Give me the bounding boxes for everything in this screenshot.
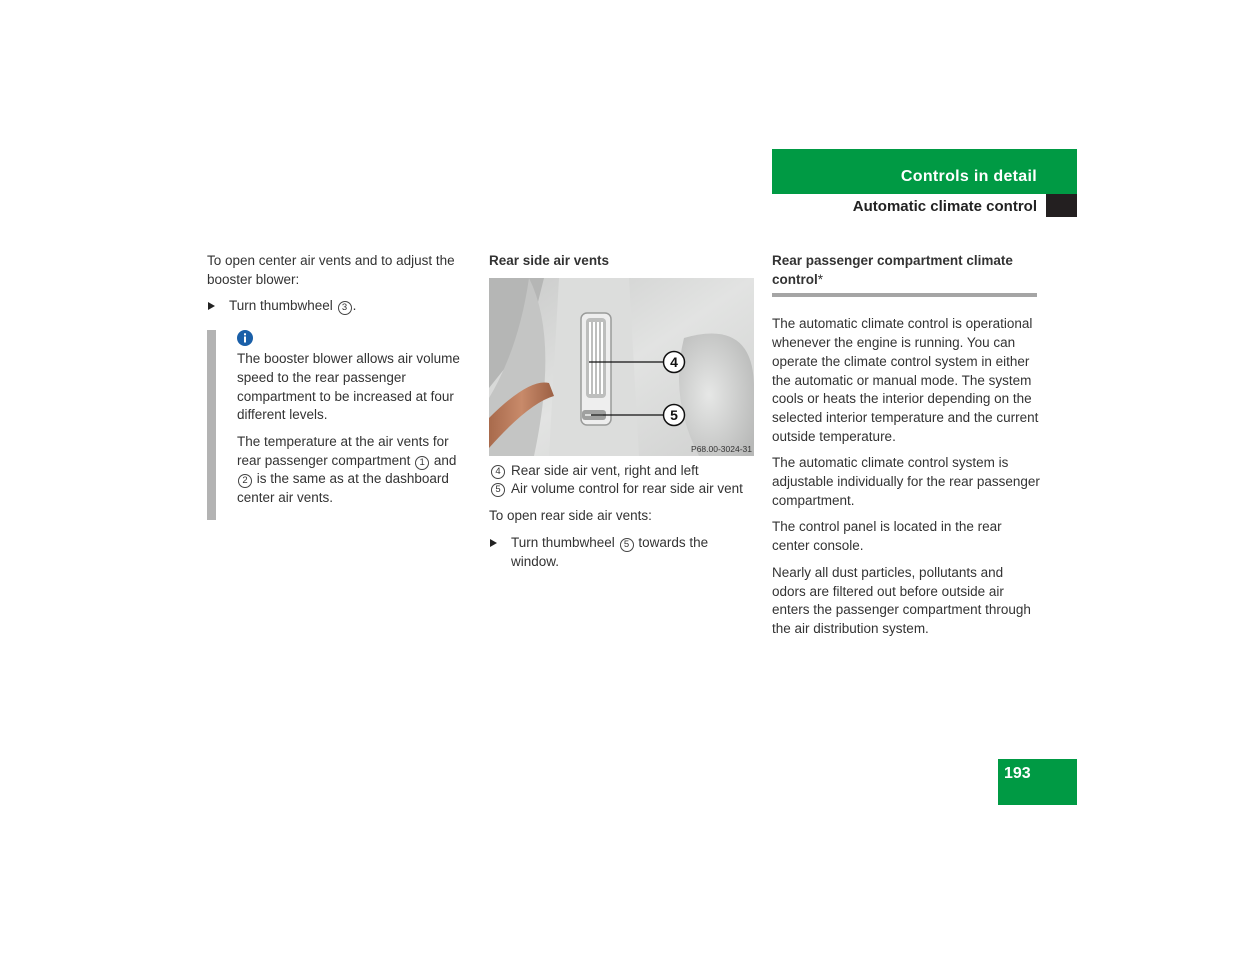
callout-number: 5 xyxy=(491,483,505,497)
heading-rule xyxy=(772,293,1037,297)
paragraph-control-panel: The control panel is located in the rear center console. xyxy=(772,519,1002,554)
header-tab-marker xyxy=(1046,194,1077,217)
figure-label-4: 4 xyxy=(670,353,678,370)
legend-item-4 xyxy=(489,462,757,481)
rear-vents-intro: To open rear side air vents: xyxy=(489,508,652,524)
heading-text: Rear passenger compartment climate control xyxy=(772,253,1013,287)
step-turn-thumbwheel-5 xyxy=(489,534,757,571)
legend-text: Air volume control for rear side air vent xyxy=(511,481,743,497)
callout-number: 3 xyxy=(338,301,352,315)
rear-side-air-vent-photo xyxy=(489,278,754,456)
column-left xyxy=(207,252,472,520)
info-text: The temperature at the air vents for rear passenger compartment xyxy=(237,433,449,468)
info-text: and xyxy=(433,452,457,468)
info-paragraph-2 xyxy=(237,433,472,508)
callout-number: 4 xyxy=(491,465,505,479)
section-header-bar xyxy=(772,149,1077,194)
paragraph-adjustable: The automatic climate control system is adjustable individually for the rear passenger compartment. xyxy=(772,455,1040,508)
info-paragraph-1: The booster blower allows air volume speed to the rear passenger compartment to be increased at four different levels. xyxy=(237,351,460,423)
vent-illustration xyxy=(489,278,754,456)
center-vents-intro: To open center air vents and to adjust the booster blower: xyxy=(207,253,455,287)
step-text-end: . xyxy=(352,298,357,314)
paragraph-operation: The automatic climate control is operational whenever the engine is running. You can operate the climate control system in either the automatic or manual mode. The system cools or heats the interior depending on the selected interior temperature and the current outside temperature. xyxy=(772,316,1039,444)
callout-number: 2 xyxy=(238,474,252,488)
info-box xyxy=(207,330,472,520)
info-text: is the same as at the dashboard center air vents. xyxy=(237,471,449,506)
legend-item-5 xyxy=(489,480,757,499)
subsection-title: Automatic climate control xyxy=(852,198,1037,215)
step-text: Turn thumbwheel xyxy=(511,534,615,550)
paragraph-filter: Nearly all dust particles, pollutants and odors are filtered out before outside air enters the passenger compartment through the air distribution system. xyxy=(772,564,1031,636)
step-text-end: towards the window. xyxy=(511,534,709,569)
section-title: Controls in detail xyxy=(900,168,1037,185)
bullet-arrow-icon xyxy=(490,539,497,547)
rear-side-vents-heading: Rear side air vents xyxy=(489,253,610,268)
callout-number: 5 xyxy=(620,538,634,552)
callout-number: 1 xyxy=(415,456,429,470)
figure-code: P68.00-3024-31 xyxy=(691,443,752,454)
optional-equipment-mark: * xyxy=(817,271,824,287)
figure-label-5: 5 xyxy=(670,406,678,423)
rear-climate-heading xyxy=(772,252,1040,289)
page-number: 193 xyxy=(1004,765,1031,782)
legend-text: Rear side air vent, right and left xyxy=(511,462,699,478)
page-number-box xyxy=(998,759,1077,805)
step-text: Turn thumbwheel xyxy=(229,298,333,314)
bullet-arrow-icon xyxy=(208,302,215,310)
step-turn-thumbwheel-3 xyxy=(207,297,472,316)
column-middle xyxy=(489,252,757,579)
info-icon xyxy=(237,330,253,346)
column-right xyxy=(772,252,1040,647)
